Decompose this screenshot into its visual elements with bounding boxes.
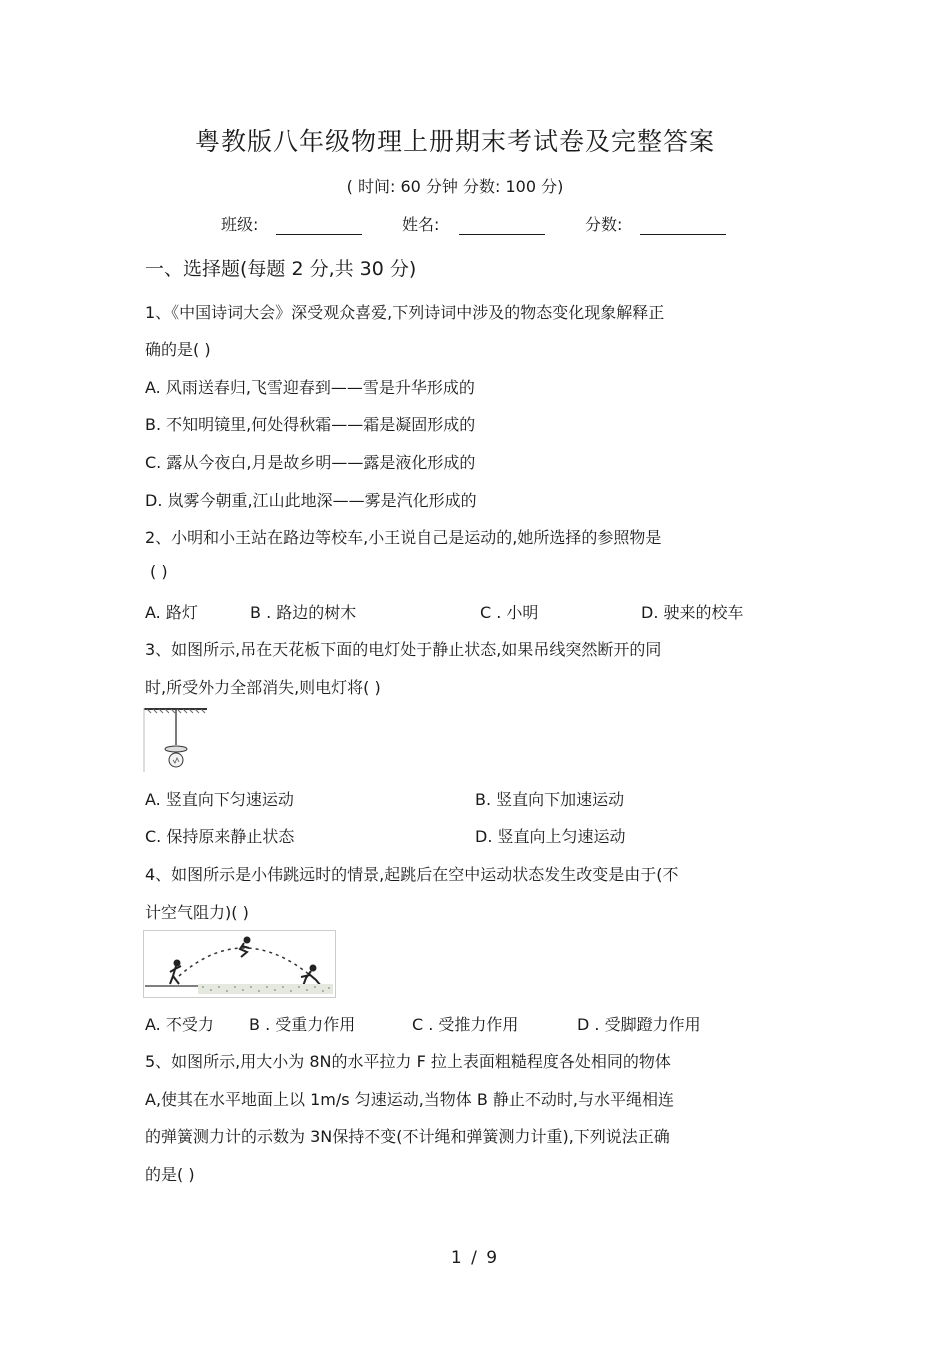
q5-stem-line3: 的弹簧测力计的示数为 3N保持不变(不计绳和弹簧测力计重),下列说法正确 (145, 1127, 670, 1146)
q1-option-b: B. 不知明镜里,何处得秋霜——霜是凝固形成的 (145, 415, 476, 434)
class-blank[interactable] (276, 234, 362, 235)
q4-option-b: B . 受重力作用 (249, 1015, 356, 1034)
score-label: 分数: (585, 215, 623, 234)
q5-stem-line4: 的是( ) (145, 1165, 195, 1184)
q3-option-c: C. 保持原来静止状态 (145, 827, 295, 846)
q5-stem-line2: A,使其在水平地面上以 1m/s 匀速运动,当物体 B 静止不动时,与水平绳相连 (145, 1090, 675, 1109)
score-blank[interactable] (640, 234, 726, 235)
q1-stem-line1: 1、《中国诗词大会》深受观众喜爱,下列诗词中涉及的物态变化现象解释正 (145, 303, 665, 322)
q2-option-b: B . 路边的树木 (250, 603, 357, 622)
q2-option-a: A. 路灯 (145, 603, 198, 622)
name-blank[interactable] (459, 234, 545, 235)
q4-stem-line1: 4、如图所示是小伟跳远时的情景,起跳后在空中运动状态发生改变是由于(不 (145, 865, 679, 884)
long-jump-figure (143, 930, 336, 998)
q4-option-d: D . 受脚蹬力作用 (577, 1015, 701, 1034)
hanging-lamp-figure (143, 707, 209, 773)
q1-stem-line2: 确的是( ) (145, 340, 211, 359)
q1-option-d: D. 岚雾今朝重,江山此地深——雾是汽化形成的 (145, 491, 477, 510)
q1-option-a: A. 风雨送春归,飞雪迎春到——雪是升华形成的 (145, 378, 475, 397)
q1-option-c: C. 露从今夜白,月是故乡明——露是液化形成的 (145, 453, 476, 472)
q2-option-c: C . 小明 (480, 603, 539, 622)
q4-option-a: A. 不受力 (145, 1015, 214, 1034)
name-label: 姓名: (402, 215, 440, 234)
q5-stem-line1: 5、如图所示,用大小为 8N的水平拉力 F 拉上表面粗糙程度各处相同的物体 (145, 1052, 671, 1071)
q3-option-b: B. 竖直向下加速运动 (475, 790, 625, 809)
q2-option-d: D. 驶来的校车 (641, 603, 744, 622)
q4-stem-line2: 计空气阻力)( ) (145, 903, 249, 922)
q2-stem-line1: 2、小明和小王站在路边等校车,小王说自己是运动的,她所选择的参照物是 (145, 528, 662, 547)
q3-stem-line2: 时,所受外力全部消失,则电灯将( ) (145, 678, 381, 697)
section-heading: 一、选择题(每题 2 分,共 30 分) (145, 258, 417, 280)
q3-option-a: A. 竖直向下匀速运动 (145, 790, 294, 809)
exam-time-score: ( 时间: 60 分钟 分数: 100 分) (346, 177, 564, 196)
class-label: 班级: (221, 215, 259, 234)
q4-option-c: C . 受推力作用 (412, 1015, 519, 1034)
q2-stem-line2: ( ) (150, 562, 168, 581)
page-title: 粤教版八年级物理上册期末考试卷及完整答案 (194, 127, 715, 156)
q3-stem-line1: 3、如图所示,吊在天花板下面的电灯处于静止状态,如果吊线突然断开的同 (145, 640, 662, 659)
page-number: 1 / 9 (450, 1248, 500, 1268)
q3-option-d: D. 竖直向上匀速运动 (475, 827, 626, 846)
